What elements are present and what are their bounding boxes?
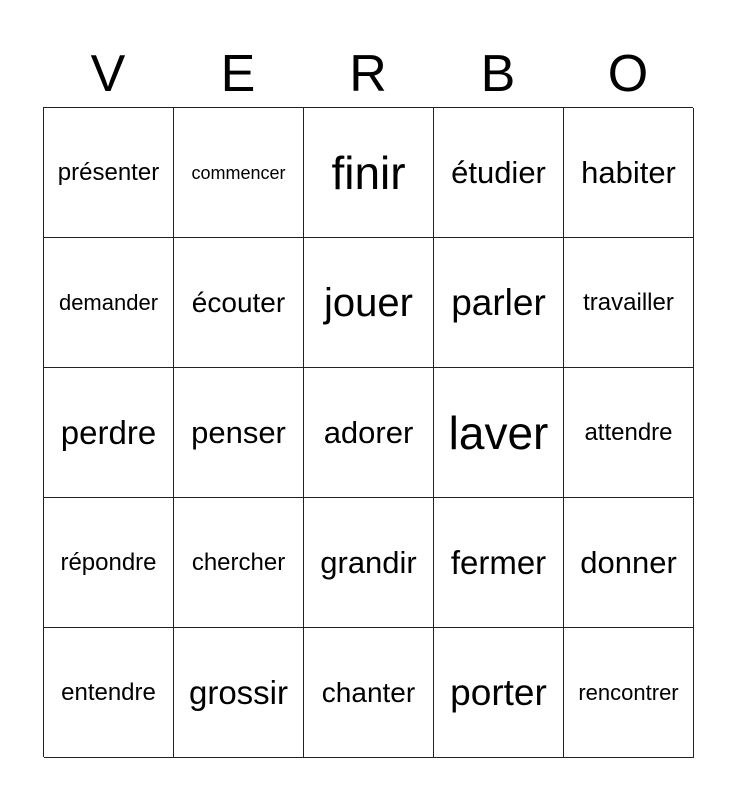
bingo-cell-r5-c3[interactable]: chanter [304, 628, 434, 758]
header-letter-v: V [90, 45, 126, 103]
header-letter-o: O [607, 45, 649, 103]
bingo-cell-r3-c2[interactable]: penser [174, 368, 304, 498]
bingo-header [43, 40, 693, 108]
bingo-cell-r4-c1[interactable]: répondre [44, 498, 174, 628]
bingo-cell-r1-c4[interactable]: étudier [434, 108, 564, 238]
bingo-cell-r1-c5[interactable]: habiter [564, 108, 694, 238]
bingo-cell-r2-c2[interactable]: écouter [174, 238, 304, 368]
bingo-cell-r4-c5[interactable]: donner [564, 498, 694, 628]
bingo-cell-r3-c4[interactable]: laver [434, 368, 564, 498]
bingo-cell-r2-c5[interactable]: travailler [564, 238, 694, 368]
bingo-cell-r5-c4[interactable]: porter [434, 628, 564, 758]
header-letter-e: E [220, 45, 256, 103]
bingo-cell-r3-c5[interactable]: attendre [564, 368, 694, 498]
bingo-cell-r3-c3[interactable]: adorer [304, 368, 434, 498]
bingo-cell-r2-c4[interactable]: parler [434, 238, 564, 368]
bingo-cell-r1-c1[interactable]: présenter [44, 108, 174, 238]
bingo-cell-r4-c4[interactable]: fermer [434, 498, 564, 628]
bingo-cell-r5-c5[interactable]: rencontrer [564, 628, 694, 758]
bingo-cell-r1-c3[interactable]: finir [304, 108, 434, 238]
bingo-cell-r2-c1[interactable]: demander [44, 238, 174, 368]
bingo-board [43, 107, 693, 757]
bingo-cell-r1-c2[interactable]: commencer [174, 108, 304, 238]
bingo-cell-r2-c3[interactable]: jouer [304, 238, 434, 368]
bingo-cell-r3-c1[interactable]: perdre [44, 368, 174, 498]
bingo-cell-r5-c2[interactable]: grossir [174, 628, 304, 758]
bingo-cell-r4-c2[interactable]: chercher [174, 498, 304, 628]
bingo-cell-r5-c1[interactable]: entendre [44, 628, 174, 758]
header-letter-b: B [480, 45, 516, 103]
bingo-cell-r4-c3[interactable]: grandir [304, 498, 434, 628]
header-letter-r: R [349, 45, 387, 103]
